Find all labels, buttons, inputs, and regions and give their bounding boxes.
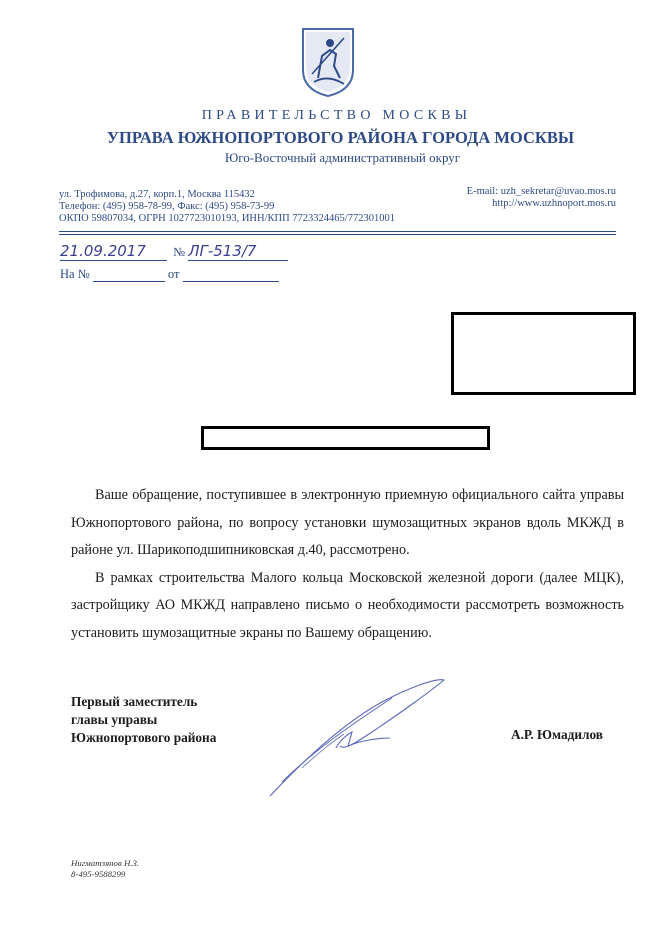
address-block (59, 189, 395, 225)
reference-number-blank (93, 267, 165, 282)
reference-label: На № (60, 267, 90, 281)
number-sign: № (173, 245, 186, 259)
executor-info (71, 858, 139, 880)
signer-title (71, 693, 216, 747)
reference-line (60, 267, 279, 282)
body-paragraph: Ваше обращение, поступившее в электронную приемную официального сайта управы Южнопортового района, по вопросу установки шумозащитных экранов вдоль МКЖД в районе ул. Шарикоподшипниковская д.40, рассмотрено. (71, 487, 624, 558)
email-text: E-mail: uzh_sekretar@uvao.mos.ru (466, 186, 616, 197)
handwritten-signature (262, 672, 452, 802)
body-paragraph: В рамках строительства Малого кольца Московской железной дороги (далее МЦК), застройщику АО МКЖД направлено письмо о необходимости рассмотреть возможность установить шумозащитные экраны по Вашему обращению. (71, 569, 624, 641)
registration-number: ЛГ-513/7 (188, 242, 288, 261)
registry-line: ОКПО 59807034, ОГРН 1027723010193, ИНН/КПП 7723324465/772301001 (59, 213, 395, 224)
reference-from-label: от (167, 267, 180, 281)
registration-date: 21.09.2017 (60, 242, 167, 261)
executor-name: Нигматзянов Н.З. (71, 858, 140, 868)
reference-date-blank (183, 267, 279, 282)
district-subtitle: Юго-Восточный административный округ (224, 150, 461, 165)
address-line: ул. Трофимова, д.27, корп.1, Москва 115432 (59, 189, 255, 200)
contacts-block (467, 186, 616, 210)
signer-title-line: Южнопортового района (71, 730, 217, 745)
moscow-coat-of-arms-icon (300, 26, 356, 98)
government-title: ПРАВИТЕЛЬСТВО МОСКВЫ (201, 108, 472, 123)
redacted-salutation (201, 426, 490, 450)
registration-line (60, 242, 291, 261)
header-divider (59, 234, 616, 235)
executor-phone: 8-495-9588299 (71, 869, 126, 879)
organization-title: УПРАВА ЮЖНОПОРТОВОГО РАЙОНА ГОРОДА МОСКВЫ (106, 128, 575, 147)
website-text: http://www.uzhnoport.mos.ru (492, 198, 616, 209)
signer-title-line: Первый заместитель (71, 694, 198, 709)
letter-body (71, 482, 624, 647)
phone-line: Телефон: (495) 958-78-99, Факс: (495) 958-73-99 (59, 201, 275, 212)
signer-name: А.Р. Юмадилов (511, 727, 603, 742)
signer-title-line: главы управы (71, 712, 158, 727)
redacted-addressee (451, 312, 636, 395)
header-divider (59, 231, 616, 232)
